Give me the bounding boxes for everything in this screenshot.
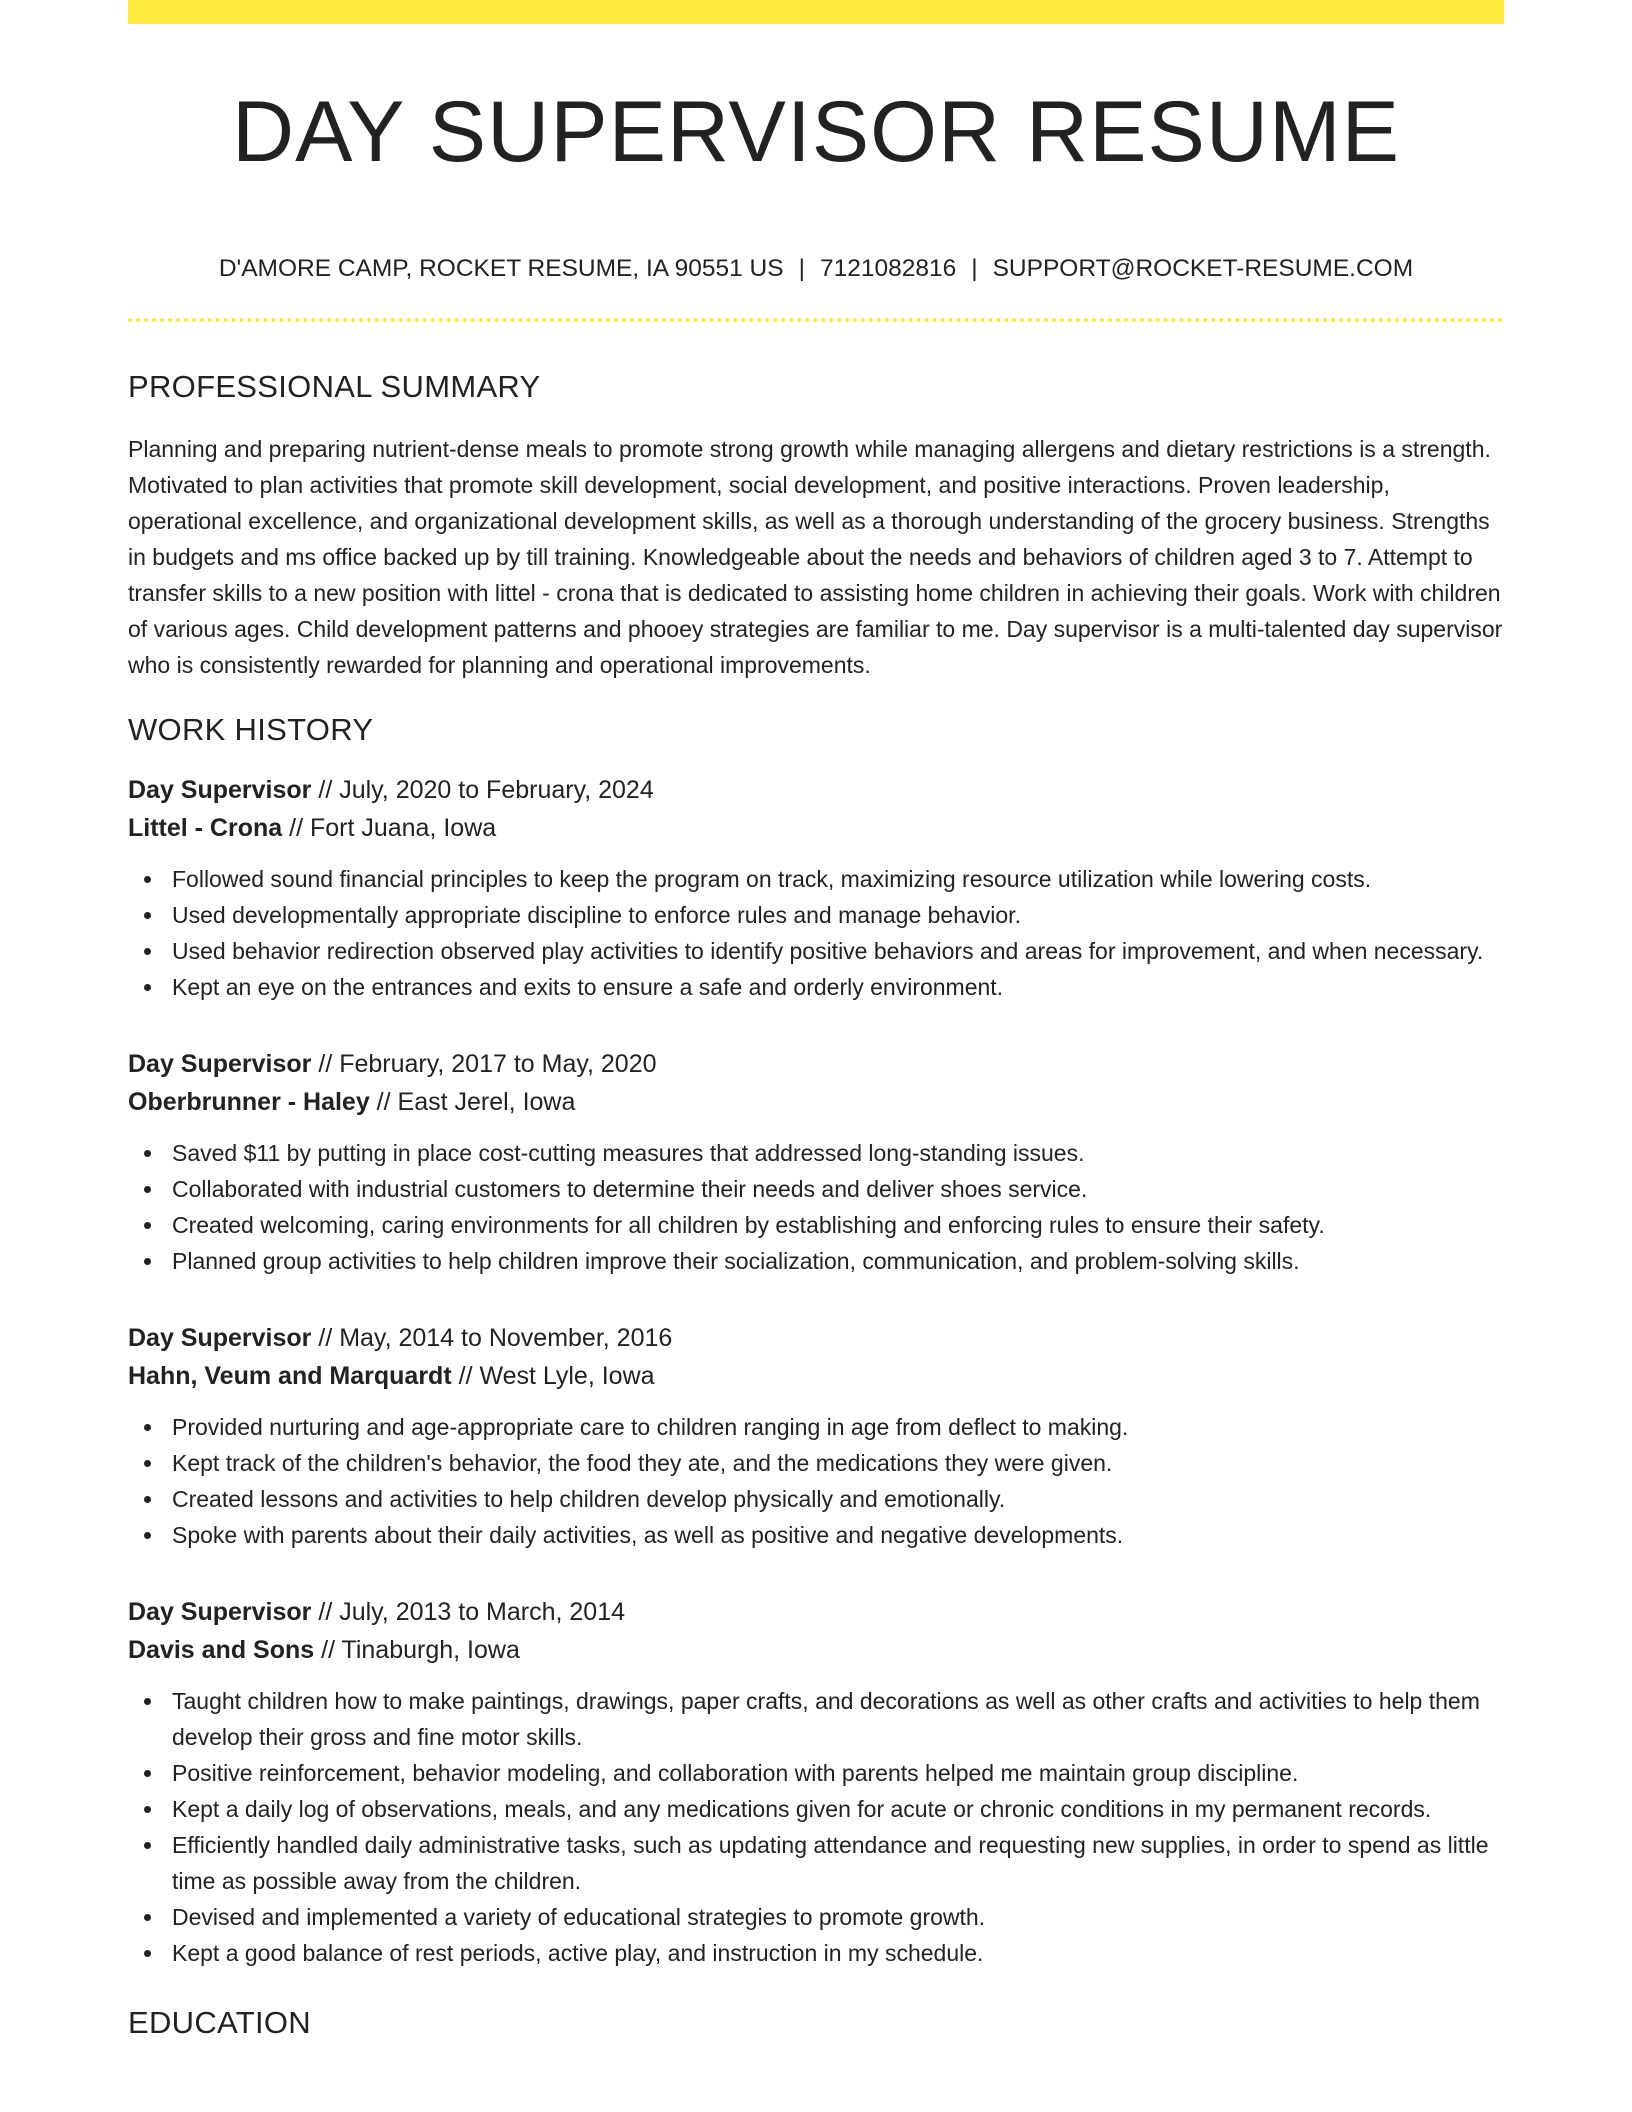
job-company-line [128, 809, 1504, 847]
job-dates: // July, 2013 to March, 2014 [311, 1598, 626, 1626]
job-title-line [128, 1593, 1504, 1631]
job-location: // Tinaburgh, Iowa [314, 1636, 520, 1664]
job-bullet-text: Created lessons and activities to help children develop physically and emotionally. [172, 1486, 1006, 1512]
dotted-divider [128, 318, 1504, 322]
contact-line [128, 253, 1504, 285]
job-bullet-text: Devised and implemented a variety of educational strategies to promote growth. [172, 1904, 986, 1930]
job-title-line [128, 1045, 1504, 1083]
bullet-dot-icon [144, 1950, 151, 1957]
bullet-dot-icon [144, 1842, 151, 1849]
job-company: Hahn, Veum and Marquardt [128, 1362, 452, 1390]
job-bullet-item [128, 861, 1504, 897]
job-bullet-text: Spoke with parents about their daily activities, as well as positive and negative developments. [172, 1522, 1124, 1548]
job-location: // West Lyle, Iowa [451, 1362, 655, 1390]
job-title: Day Supervisor [128, 1050, 312, 1078]
job-bullet-list [128, 1135, 1504, 1279]
resume-content [128, 24, 1504, 2043]
job-company-line [128, 1357, 1504, 1395]
summary-text: Planning and preparing nutrient-dense meals to promote strong growth while managing allergens and dietary restrictions is a strength. Motivated to plan activities that promote skill development, social development, and positive interactions. Proven leadership, operational excellence, and organizational development skills, as well as a thorough understanding of the grocery business. Strengths in budgets and ms office backed up by till training. Knowledgeable about the needs and behaviors of children aged 3 to 7. Attempt to transfer skills to a new position with littel - crona that is dedicated to assisting home children in achieving their goals. Work with children of various ages. Child development patterns and phooey strategies are familiar to me. Day supervisor is a multi-talented day supervisor who is consistently rewarded for planning and operational improvements. [128, 436, 1503, 678]
job-bullet-text: Taught children how to make paintings, drawings, paper crafts, and decorations as well as other crafts and activities to help them develop their gross and fine motor skills. [172, 1688, 1480, 1750]
work-history-list [128, 771, 1504, 1971]
job-title-line [128, 1319, 1504, 1357]
job-bullet-text: Used developmentally appropriate discipline to enforce rules and manage behavior. [172, 902, 1021, 928]
job-title: Day Supervisor [128, 1324, 312, 1352]
job-bullet-item [128, 1755, 1504, 1791]
job-bullet-text: Provided nurturing and age-appropriate care to children ranging in age from deflect to making. [172, 1414, 1129, 1440]
job-company: Oberbrunner - Haley [128, 1088, 370, 1116]
job-bullet-text: Created welcoming, caring environments for all children by establishing and enforcing rules to ensure their safety. [172, 1212, 1325, 1238]
job-bullet-item [128, 897, 1504, 933]
bullet-dot-icon [144, 1424, 151, 1431]
job-title: Day Supervisor [128, 1598, 312, 1626]
job-title: Day Supervisor [128, 776, 312, 804]
job-entry [128, 1593, 1504, 1971]
job-bullet-list [128, 1409, 1504, 1553]
contact-address: D'AMORE CAMP, ROCKET RESUME, IA 90551 US [218, 255, 784, 282]
bullet-dot-icon [144, 1150, 151, 1157]
work-history-heading: WORK HISTORY [128, 712, 374, 747]
job-location: // East Jerel, Iowa [369, 1088, 576, 1116]
bullet-dot-icon [144, 1698, 151, 1705]
bullet-dot-icon [144, 984, 151, 991]
job-dates: // July, 2020 to February, 2024 [311, 776, 654, 804]
contact-email: SUPPORT@ROCKET-RESUME.COM [992, 255, 1414, 282]
job-bullet-text: Planned group activities to help children improve their socialization, communication, and problem-solving skills. [172, 1248, 1300, 1274]
bullet-dot-icon [144, 1258, 151, 1265]
job-bullet-item [128, 1683, 1504, 1755]
job-company-line [128, 1083, 1504, 1121]
bullet-dot-icon [144, 876, 151, 883]
job-bullet-item [128, 1827, 1504, 1899]
job-dates: // February, 2017 to May, 2020 [311, 1050, 657, 1078]
job-company: Davis and Sons [128, 1636, 315, 1664]
education-heading: EDUCATION [128, 2005, 311, 2040]
job-company: Littel - Crona [128, 814, 283, 842]
job-bullet-text: Saved $11 by putting in place cost-cutting measures that addressed long-standing issues. [172, 1140, 1085, 1166]
bullet-dot-icon [144, 1806, 151, 1813]
job-bullet-item [128, 1171, 1504, 1207]
job-bullet-item [128, 1899, 1504, 1935]
job-bullet-item [128, 1481, 1504, 1517]
bullet-dot-icon [144, 1914, 151, 1921]
job-entry [128, 771, 1504, 1005]
bullet-dot-icon [144, 1496, 151, 1503]
bullet-dot-icon [144, 1770, 151, 1777]
bullet-dot-icon [144, 1532, 151, 1539]
bullet-dot-icon [144, 1186, 151, 1193]
job-bullet-text: Kept an eye on the entrances and exits to ensure a safe and orderly environment. [172, 974, 1004, 1000]
job-bullet-item [128, 1207, 1504, 1243]
bullet-dot-icon [144, 1222, 151, 1229]
job-bullet-item [128, 1243, 1504, 1279]
bullet-dot-icon [144, 948, 151, 955]
job-bullet-text: Kept a good balance of rest periods, active play, and instruction in my schedule. [172, 1940, 984, 1966]
job-bullet-item [128, 1517, 1504, 1553]
job-bullet-item [128, 1935, 1504, 1971]
resume-title: DAY SUPERVISOR RESUME [232, 84, 1400, 180]
job-bullet-item [128, 969, 1504, 1005]
job-bullet-text: Used behavior redirection observed play activities to identify positive behaviors and areas for improvement, and when necessary. [172, 938, 1484, 964]
job-bullet-text: Followed sound financial principles to keep the program on track, maximizing resource utilization while lowering costs. [172, 866, 1372, 892]
job-bullet-item [128, 933, 1504, 969]
job-bullet-item [128, 1135, 1504, 1171]
job-entry [128, 1319, 1504, 1553]
job-bullet-text: Efficiently handled daily administrative tasks, such as updating attendance and requesting new supplies, in order to spend as little time as possible away from the children. [172, 1832, 1489, 1894]
contact-separator: | [798, 255, 805, 282]
contact-separator: | [971, 255, 978, 282]
job-bullet-text: Kept track of the children's behavior, the food they ate, and the medications they were given. [172, 1450, 1113, 1476]
job-company-line [128, 1631, 1504, 1669]
job-bullet-text: Collaborated with industrial customers to determine their needs and deliver shoes service. [172, 1176, 1088, 1202]
job-title-line [128, 771, 1504, 809]
bullet-dot-icon [144, 912, 151, 919]
job-entry [128, 1045, 1504, 1279]
job-bullet-text: Kept a daily log of observations, meals, and any medications given for acute or chronic conditions in my permanent records. [172, 1796, 1432, 1822]
job-bullet-item [128, 1791, 1504, 1827]
job-bullet-item [128, 1409, 1504, 1445]
job-bullet-list [128, 861, 1504, 1005]
accent-top-bar [128, 0, 1504, 24]
job-bullet-item [128, 1445, 1504, 1481]
bullet-dot-icon [144, 1460, 151, 1467]
job-bullet-text: Positive reinforcement, behavior modeling, and collaboration with parents helped me maintain group discipline. [172, 1760, 1299, 1786]
job-bullet-list [128, 1683, 1504, 1971]
job-dates: // May, 2014 to November, 2016 [311, 1324, 673, 1352]
contact-phone: 7121082816 [819, 255, 957, 282]
job-location: // Fort Juana, Iowa [282, 814, 497, 842]
summary-heading: PROFESSIONAL SUMMARY [128, 369, 541, 404]
